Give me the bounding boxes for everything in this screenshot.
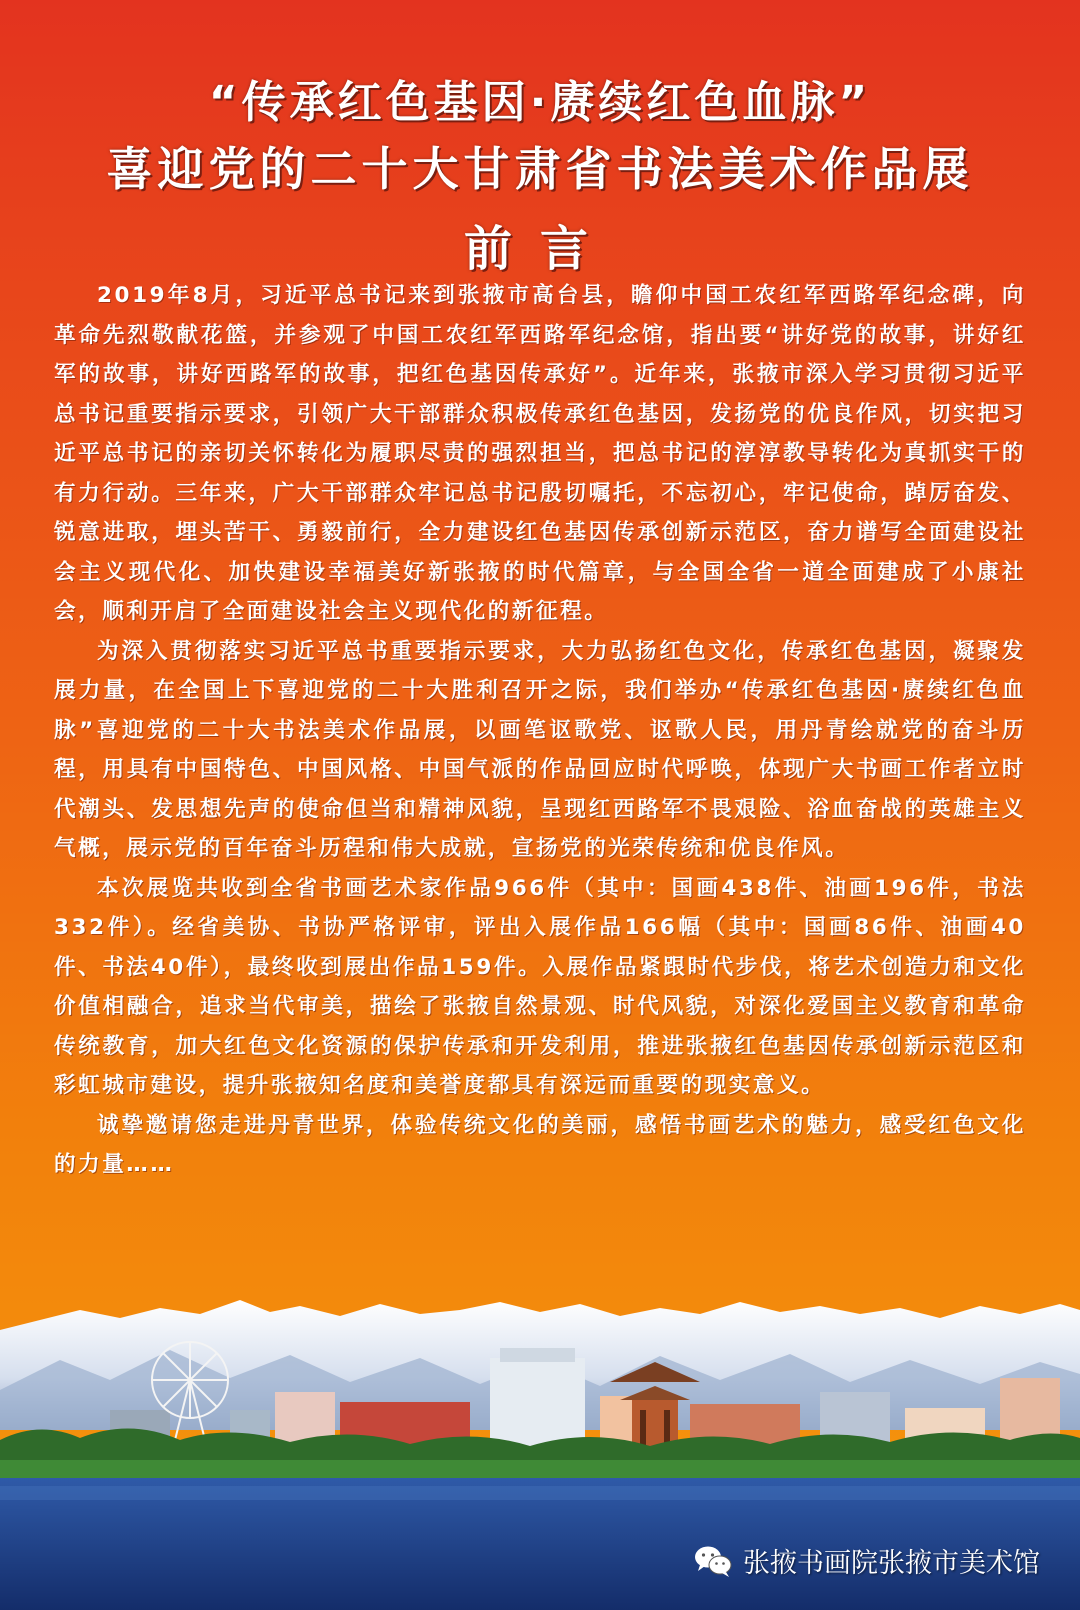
lake-reflection: [0, 1486, 1080, 1500]
title-line-1: “传承红色基因·赓续红色血脉”: [208, 77, 872, 128]
title-block: [0, 70, 1080, 282]
green-bank: [0, 1460, 1080, 1480]
paragraph-2: 为深入贯彻落实习近平总书重要指示要求，大力弘扬红色文化，传承红色基因，凝聚发展力量，在全国上下喜迎党的二十大胜利召开之际，我们举办“传承红色基因·赓续红色血脉”喜迎党的二十大书法美术作品展，以画笔讴歌党、讴歌人民，用丹青绘就党的奋斗历程，用具有中国特色、中国风格、中国气派的作品回应时代呼唤，体现广大书画工作者立时代潮头、发思想先声的使命但当和精神风貌，呈现红西路军不畏艰险、浴血奋战的英雄主义气概，展示党的百年奋斗历程和伟大成就，宣扬党的光荣传统和优良作风。: [54, 638, 1026, 861]
title-line-2: 喜迎党的二十大甘肃省书法美术作品展: [106, 142, 974, 196]
paragraph-3: 本次展览共收到全省书画艺术家作品966件（其中：国画438件、油画196件，书法332件）。经省美协、书协严格评审，评出入展作品166幅（其中：国画86件、油画40件、书法40件），最终收到展出作品159件。入展作品紧跟时代步伐，将艺术创造力和文化价值相融合，追求当代审美，描绘了张掖自然景观、时代风貌，对深化爱国主义教育和革命传统教育，加大红色文化资源的保护传承和开发利用，推进张掖红色基因传承创新示范区和彩虹城市建设，提升张掖知名度和美誉度都具有深远而重要的现实意义。: [54, 875, 1026, 1098]
paragraph-4: 诚挚邀请您走进丹青世界，体验传统文化的美丽，感悟书画艺术的魅力，感受红色文化的力量……: [54, 1112, 1026, 1177]
preface-body: [54, 276, 1026, 1185]
watermark: [693, 1541, 1040, 1580]
watermark-text: 张掖书画院张掖市美术馆: [743, 1548, 1040, 1579]
paragraph-1: 2019年8月，习近平总书记来到张掖市高台县，瞻仰中国工农红军西路军纪念碑，向革命先烈敬献花篮，并参观了中国工农红军西路军纪念馆，指出要“讲好党的故事，讲好红军的故事，讲好西路军的故事，把红色基因传承好”。近年来，张掖市深入学习贯彻习近平总书记重要指示要求，引领广大干部群众积极传承红色基因，发扬党的优良作风，切实把习近平总书记的亲切关怀转化为履职尽责的强烈担当，把总书记的淳淳教导转化为真抓实干的有力行动。三年来，广大干部群众牢记总书记殷切嘱托，不忘初心，牢记使命，踔厉奋发、锐意进取，埋头苦干、勇毅前行，全力建设红色基因传承创新示范区，奋力谱写全面建设社会主义现代化、加快建设幸福美好新张掖的时代篇章，与全国全省一道全面建成了小康社会，顺利开启了全面建设社会主义现代化的新征程。: [54, 283, 1026, 624]
wechat-icon: [693, 1544, 733, 1578]
preface-heading: 前言: [463, 221, 616, 277]
